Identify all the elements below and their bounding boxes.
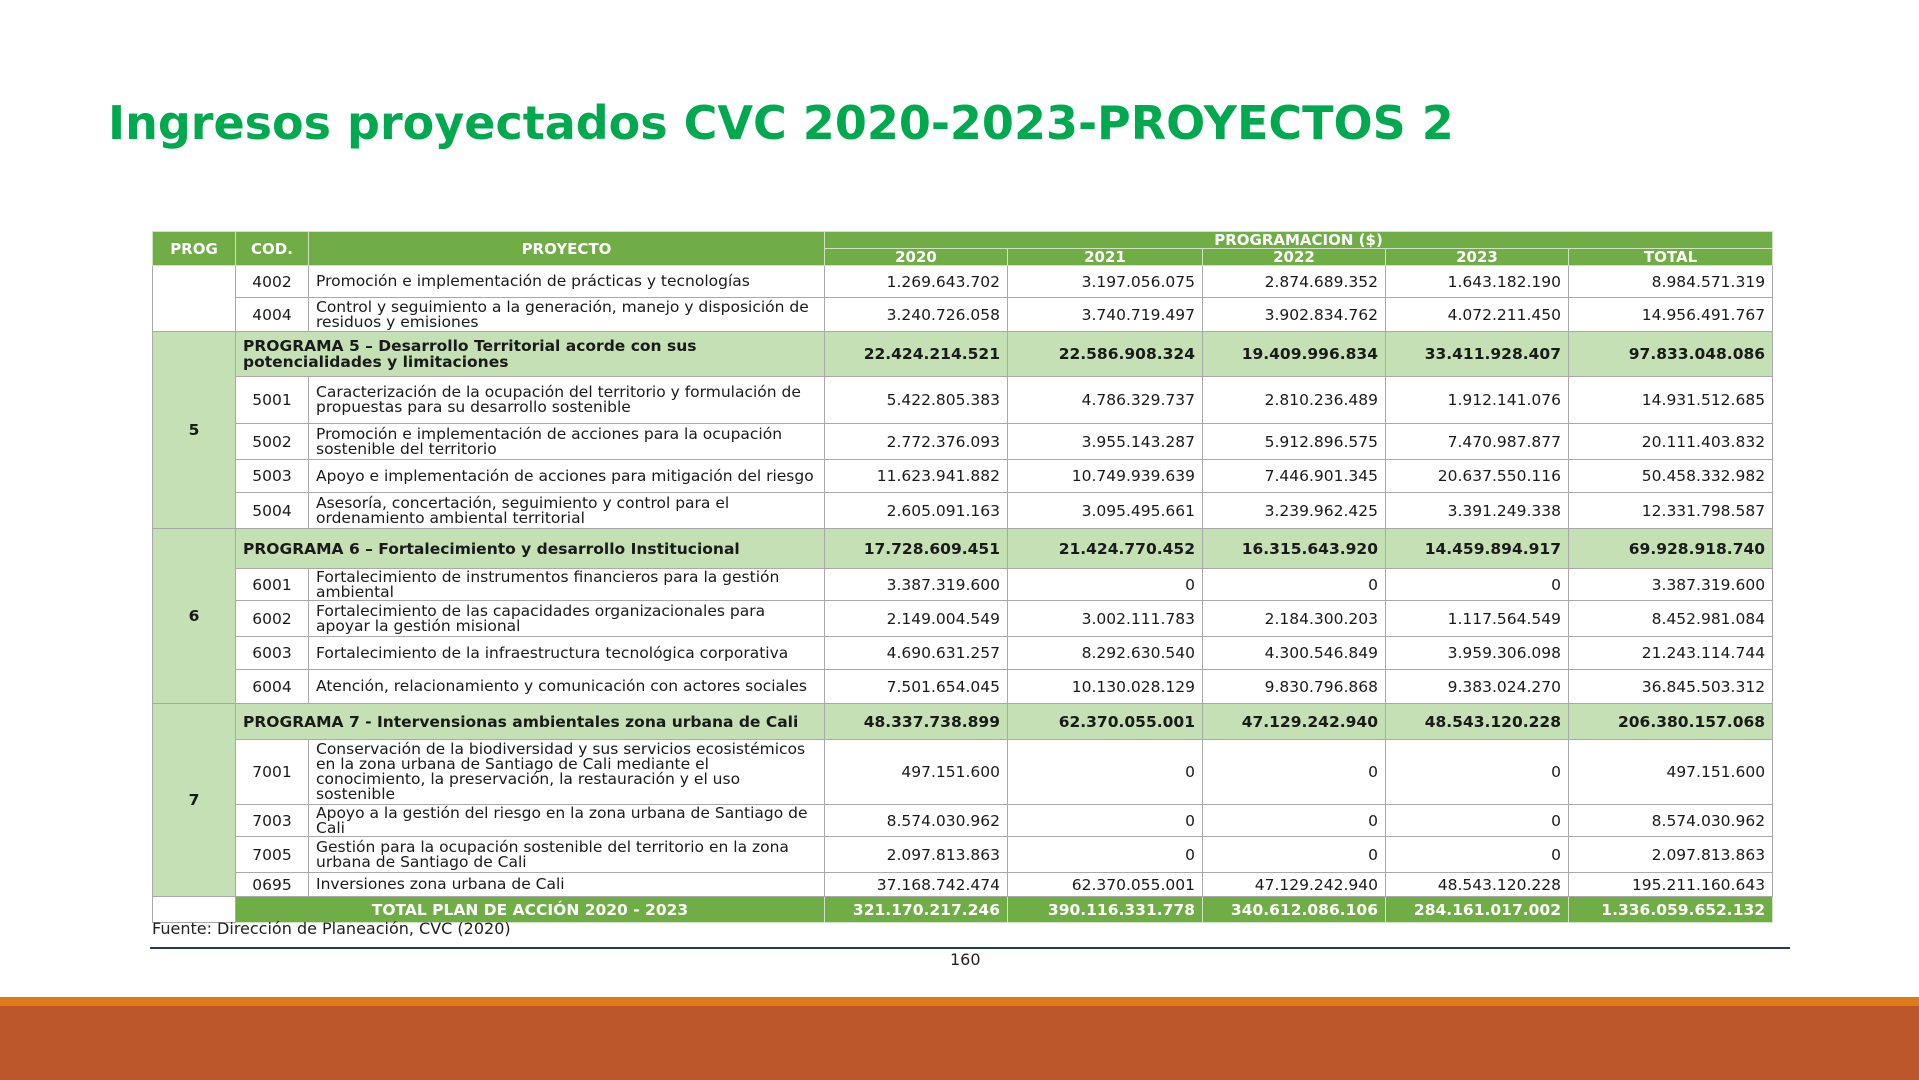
cod-cell: 6004 (236, 670, 309, 704)
cod-cell: 4002 (236, 266, 309, 298)
value-2023: 48.543.120.228 (1386, 704, 1569, 740)
program-row (153, 332, 1773, 377)
source-note: Fuente: Dirección de Planeación, CVC (2020) (152, 919, 511, 938)
value-2022: 2.184.300.203 (1203, 601, 1386, 637)
table-row (153, 637, 1773, 670)
value-2021: 21.424.770.452 (1008, 529, 1203, 569)
project-cell: Fortalecimiento de las capacidades organizacionales para apoyar la gestión misional (309, 601, 825, 637)
total-label: TOTAL PLAN DE ACCIÓN 2020 - 2023 (236, 897, 825, 923)
value-2021: 0 (1008, 805, 1203, 837)
value-2022: 5.912.896.575 (1203, 424, 1386, 460)
value-2021: 0 (1008, 740, 1203, 805)
project-cell: Inversiones zona urbana de Cali (309, 873, 825, 897)
cod-cell: 7005 (236, 837, 309, 873)
total-2022: 340.612.086.106 (1203, 897, 1386, 923)
value-2022: 9.830.796.868 (1203, 670, 1386, 704)
value-total: 21.243.114.744 (1569, 637, 1773, 670)
value-2023: 0 (1386, 569, 1569, 601)
value-2022: 19.409.996.834 (1203, 332, 1386, 377)
value-2023: 14.459.894.917 (1386, 529, 1569, 569)
value-total: 2.097.813.863 (1569, 837, 1773, 873)
project-cell: Atención, relacionamiento y comunicación con actores sociales (309, 670, 825, 704)
value-2021: 3.095.495.661 (1008, 493, 1203, 529)
value-2020: 2.097.813.863 (825, 837, 1008, 873)
value-2023: 0 (1386, 837, 1569, 873)
value-2020: 7.501.654.045 (825, 670, 1008, 704)
value-2020: 2.772.376.093 (825, 424, 1008, 460)
project-cell: Asesoría, concertación, seguimiento y control para el ordenamiento ambiental territorial (309, 493, 825, 529)
value-2022: 3.239.962.425 (1203, 493, 1386, 529)
value-2021: 22.586.908.324 (1008, 332, 1203, 377)
value-2022: 0 (1203, 569, 1386, 601)
value-total: 12.331.798.587 (1569, 493, 1773, 529)
value-2023: 0 (1386, 805, 1569, 837)
header-prog: PROG (153, 232, 236, 266)
value-total: 69.928.918.740 (1569, 529, 1773, 569)
budget-table-container (152, 231, 1772, 923)
value-2023: 4.072.211.450 (1386, 298, 1569, 332)
header-proyecto: PROYECTO (309, 232, 825, 266)
header-year-2020: 2020 (825, 249, 1008, 266)
table-row (153, 805, 1773, 837)
value-2022: 47.129.242.940 (1203, 704, 1386, 740)
project-cell: Conservación de la biodiversidad y sus servicios ecosistémicos en la zona urbana de Santiago de Cali mediante el conocimiento, la preservación, la restauración y el uso sostenible (309, 740, 825, 805)
value-2020: 8.574.030.962 (825, 805, 1008, 837)
program-title: PROGRAMA 7 - Intervensionas ambientales zona urbana de Cali (236, 704, 825, 740)
value-2020: 2.605.091.163 (825, 493, 1008, 529)
cod-cell: 0695 (236, 873, 309, 897)
value-total: 50.458.332.982 (1569, 460, 1773, 493)
cod-cell: 6003 (236, 637, 309, 670)
value-2022: 3.902.834.762 (1203, 298, 1386, 332)
header-programacion: PROGRAMACION ($) (825, 232, 1773, 249)
value-2022: 16.315.643.920 (1203, 529, 1386, 569)
value-2022: 4.300.546.849 (1203, 637, 1386, 670)
value-2020: 11.623.941.882 (825, 460, 1008, 493)
value-total: 195.211.160.643 (1569, 873, 1773, 897)
value-2020: 3.240.726.058 (825, 298, 1008, 332)
value-2020: 497.151.600 (825, 740, 1008, 805)
table-row (153, 837, 1773, 873)
cod-cell: 5004 (236, 493, 309, 529)
page-divider (150, 947, 1790, 949)
total-2021: 390.116.331.778 (1008, 897, 1203, 923)
value-2022: 0 (1203, 805, 1386, 837)
project-cell: Control y seguimiento a la generación, manejo y disposición de residuos y emisiones (309, 298, 825, 332)
table-row (153, 460, 1773, 493)
table-row (153, 670, 1773, 704)
value-2022: 2.810.236.489 (1203, 377, 1386, 424)
budget-table (152, 231, 1773, 923)
value-total: 8.452.981.084 (1569, 601, 1773, 637)
table-row (153, 493, 1773, 529)
program-title: PROGRAMA 5 – Desarrollo Territorial acorde con sus potencialidades y limitaciones (236, 332, 825, 377)
cod-cell: 5003 (236, 460, 309, 493)
value-total: 497.151.600 (1569, 740, 1773, 805)
value-total: 20.111.403.832 (1569, 424, 1773, 460)
value-2023: 48.543.120.228 (1386, 873, 1569, 897)
value-total: 8.984.571.319 (1569, 266, 1773, 298)
value-2021: 10.130.028.129 (1008, 670, 1203, 704)
cod-cell: 6002 (236, 601, 309, 637)
project-cell: Fortalecimiento de la infraestructura tecnológica corporativa (309, 637, 825, 670)
value-2020: 4.690.631.257 (825, 637, 1008, 670)
prog-cell-7: 7 (153, 704, 236, 897)
value-2020: 48.337.738.899 (825, 704, 1008, 740)
page-number: 160 (950, 950, 981, 969)
project-cell: Promoción e implementación de prácticas y tecnologías (309, 266, 825, 298)
value-2021: 3.197.056.075 (1008, 266, 1203, 298)
value-total: 14.931.512.685 (1569, 377, 1773, 424)
project-cell: Caracterización de la ocupación del territorio y formulación de propuestas para su desarrollo sostenible (309, 377, 825, 424)
value-2021: 62.370.055.001 (1008, 704, 1203, 740)
value-total: 36.845.503.312 (1569, 670, 1773, 704)
value-2021: 3.002.111.783 (1008, 601, 1203, 637)
prog-cell-4 (153, 266, 236, 332)
program-title: PROGRAMA 6 – Fortalecimiento y desarrollo Institucional (236, 529, 825, 569)
value-2020: 37.168.742.474 (825, 873, 1008, 897)
project-cell: Promoción e implementación de acciones para la ocupación sostenible del territorio (309, 424, 825, 460)
cod-cell: 5002 (236, 424, 309, 460)
prog-cell-5: 5 (153, 332, 236, 529)
value-2023: 33.411.928.407 (1386, 332, 1569, 377)
footer-accent-bar (0, 997, 1919, 1006)
cod-cell: 4004 (236, 298, 309, 332)
value-2021: 3.955.143.287 (1008, 424, 1203, 460)
value-2023: 9.383.024.270 (1386, 670, 1569, 704)
value-2022: 7.446.901.345 (1203, 460, 1386, 493)
value-total: 8.574.030.962 (1569, 805, 1773, 837)
value-2023: 3.391.249.338 (1386, 493, 1569, 529)
header-year-2021: 2021 (1008, 249, 1203, 266)
value-2021: 62.370.055.001 (1008, 873, 1203, 897)
table-row (153, 266, 1773, 298)
value-2022: 47.129.242.940 (1203, 873, 1386, 897)
value-2021: 10.749.939.639 (1008, 460, 1203, 493)
value-2022: 2.874.689.352 (1203, 266, 1386, 298)
total-2020: 321.170.217.246 (825, 897, 1008, 923)
table-row (153, 740, 1773, 805)
total-all: 1.336.059.652.132 (1569, 897, 1773, 923)
value-2020: 5.422.805.383 (825, 377, 1008, 424)
value-2021: 4.786.329.737 (1008, 377, 1203, 424)
value-2021: 8.292.630.540 (1008, 637, 1203, 670)
cod-cell: 7001 (236, 740, 309, 805)
project-cell: Gestión para la ocupación sostenible del territorio en la zona urbana de Santiago de Cali (309, 837, 825, 873)
value-2023: 7.470.987.877 (1386, 424, 1569, 460)
value-total: 206.380.157.068 (1569, 704, 1773, 740)
value-2020: 17.728.609.451 (825, 529, 1008, 569)
value-2020: 2.149.004.549 (825, 601, 1008, 637)
header-year-2022: 2022 (1203, 249, 1386, 266)
value-2023: 20.637.550.116 (1386, 460, 1569, 493)
project-cell: Fortalecimiento de instrumentos financieros para la gestión ambiental (309, 569, 825, 601)
value-2021: 3.740.719.497 (1008, 298, 1203, 332)
table-row (153, 424, 1773, 460)
value-total: 97.833.048.086 (1569, 332, 1773, 377)
footer-band (0, 1006, 1919, 1080)
value-2021: 0 (1008, 569, 1203, 601)
value-2023: 1.643.182.190 (1386, 266, 1569, 298)
value-total: 3.387.319.600 (1569, 569, 1773, 601)
value-2020: 3.387.319.600 (825, 569, 1008, 601)
cod-cell: 7003 (236, 805, 309, 837)
table-row (153, 298, 1773, 332)
project-cell: Apoyo a la gestión del riesgo en la zona urbana de Santiago de Cali (309, 805, 825, 837)
total-2023: 284.161.017.002 (1386, 897, 1569, 923)
value-2022: 0 (1203, 837, 1386, 873)
value-2023: 1.117.564.549 (1386, 601, 1569, 637)
table-row (153, 601, 1773, 637)
value-2023: 3.959.306.098 (1386, 637, 1569, 670)
table-row (153, 377, 1773, 424)
cod-cell: 5001 (236, 377, 309, 424)
table-row (153, 873, 1773, 897)
program-row (153, 529, 1773, 569)
project-cell: Apoyo e implementación de acciones para mitigación del riesgo (309, 460, 825, 493)
value-2023: 1.912.141.076 (1386, 377, 1569, 424)
program-row (153, 704, 1773, 740)
value-2023: 0 (1386, 740, 1569, 805)
value-2022: 0 (1203, 740, 1386, 805)
prog-cell-6: 6 (153, 529, 236, 704)
value-2021: 0 (1008, 837, 1203, 873)
cod-cell: 6001 (236, 569, 309, 601)
header-cod: COD. (236, 232, 309, 266)
value-2020: 22.424.214.521 (825, 332, 1008, 377)
header-total: TOTAL (1569, 249, 1773, 266)
header-year-2023: 2023 (1386, 249, 1569, 266)
value-2020: 1.269.643.702 (825, 266, 1008, 298)
value-total: 14.956.491.767 (1569, 298, 1773, 332)
table-row (153, 569, 1773, 601)
slide-title: Ingresos proyectados CVC 2020-2023-PROYECTOS 2 (108, 96, 1454, 150)
